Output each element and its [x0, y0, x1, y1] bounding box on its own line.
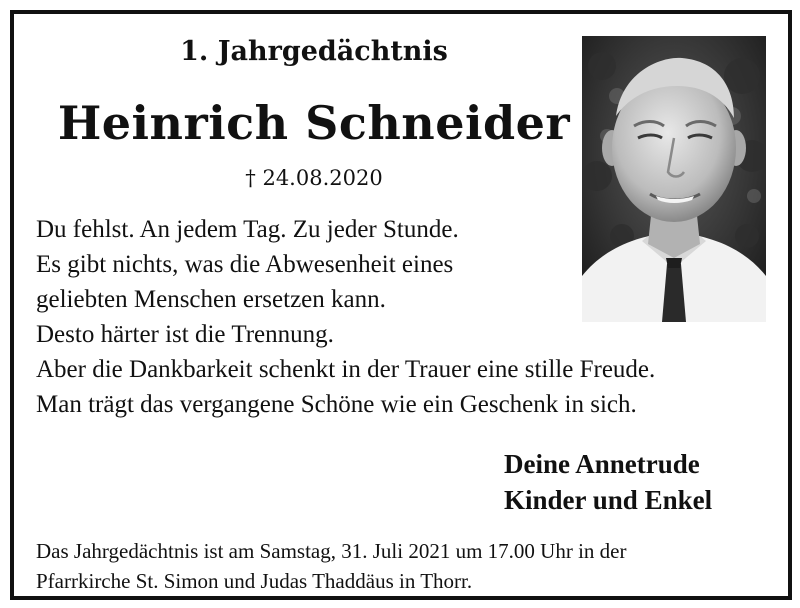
- poem: [36, 212, 776, 422]
- poem-line: Du fehlst. An jedem Tag. Zu jeder Stunde.: [36, 216, 459, 243]
- poem-line: Man trägt das vergangene Schöne wie ein Geschenk in sich.: [36, 391, 637, 418]
- poem-line: Aber die Dankbarkeit schenkt in der Trauer eine stille Freude.: [36, 356, 656, 383]
- memorial-service-notice: [36, 536, 776, 596]
- poem-line: Desto härter ist die Trennung.: [36, 321, 334, 348]
- signature: [504, 446, 784, 518]
- notice-line: Das Jahrgedächtnis ist am Samstag, 31. Juli 2021 um 17.00 Uhr in der: [36, 539, 627, 563]
- memorial-title: 1. Jahrgedächtnis: [180, 36, 448, 67]
- signature-line: Deine Annetrude: [504, 449, 700, 479]
- notice-line: Pfarrkirche St. Simon und Judas Thaddäus in Thorr.: [36, 569, 473, 593]
- deceased-name: Heinrich Schneider: [57, 96, 571, 150]
- death-date: † 24.08.2020: [245, 166, 383, 190]
- obituary-frame: [10, 10, 792, 600]
- poem-line: Es gibt nichts, was die Abwesenheit eines: [36, 251, 454, 278]
- signature-line: Kinder und Enkel: [504, 485, 713, 515]
- poem-line: geliebten Menschen ersetzen kann.: [36, 286, 386, 313]
